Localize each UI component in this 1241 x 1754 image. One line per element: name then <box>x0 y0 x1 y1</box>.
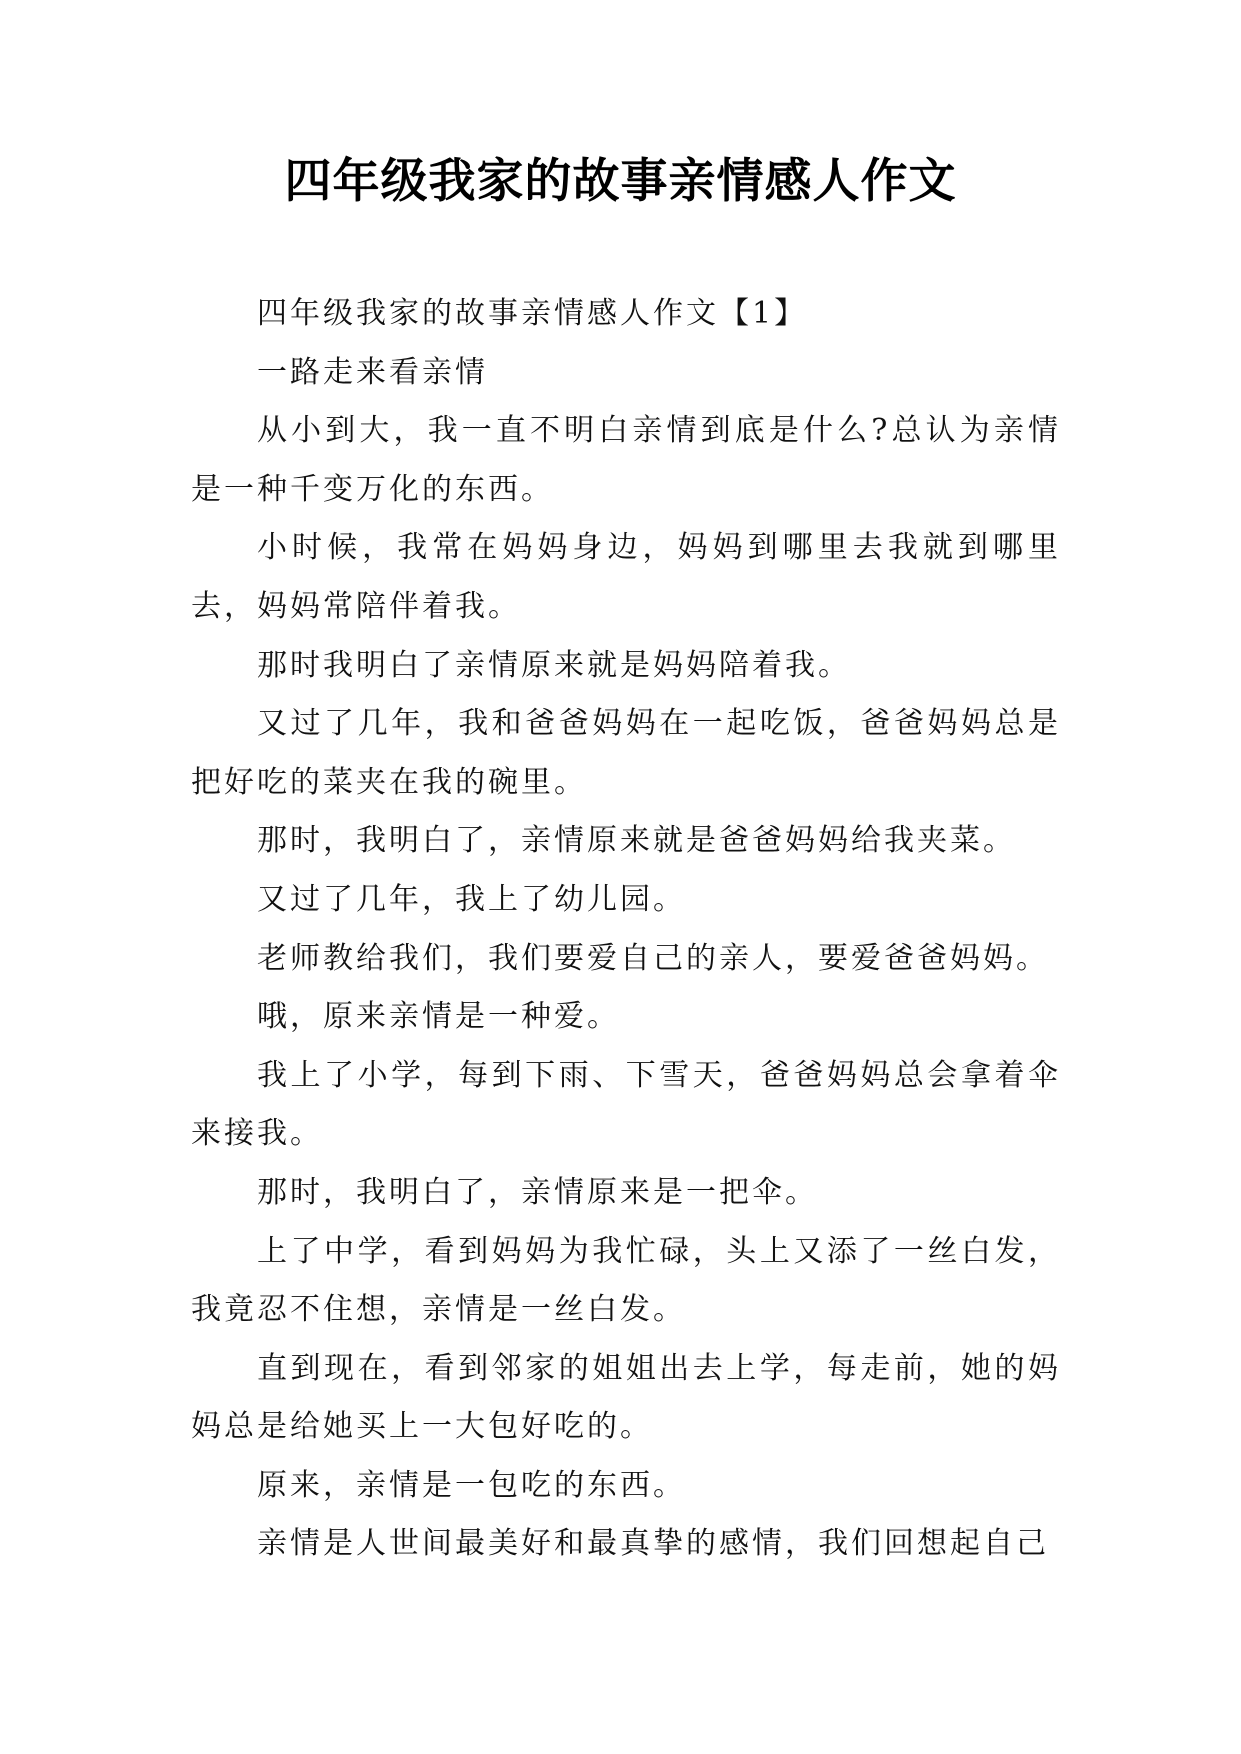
paragraph: 直到现在，看到邻家的姐姐出去上学，每走前，她的妈妈总是给她买上一大包好吃的。 <box>191 1350 1061 1445</box>
paragraph: 又过了几年，我上了幼儿园。 <box>257 881 686 917</box>
paragraph: 小时候，我常在妈妈身边，妈妈到哪里去我就到哪里去，妈妈常陪伴着我。 <box>191 530 1061 624</box>
paragraph: 那时，我明白了，亲情原来是一把伞。 <box>257 1174 818 1210</box>
paragraph: 亲情是人世间最美好和最真挚的感情，我们回想起自己 <box>257 1526 1049 1562</box>
paragraph: 我上了小学，每到下雨、下雪天，爸爸妈妈总会拿着伞来接我。 <box>191 1057 1061 1152</box>
document-body <box>191 285 1061 1574</box>
paragraph: 原来，亲情是一包吃的东西。 <box>257 1467 686 1503</box>
paragraph: 老师教给我们，我们要爱自己的亲人，要爱爸爸妈妈。 <box>257 940 1049 976</box>
paragraph: 那时我明白了亲情原来就是妈妈陪着我。 <box>257 647 851 683</box>
paragraph: 从小到大，我一直不明白亲情到底是什么?总认为亲情是一种千变万化的东西。 <box>191 413 1061 507</box>
paragraph: 上了中学，看到妈妈为我忙碌，头上又添了一丝白发，我竟忍不住想，亲情是一丝白发。 <box>191 1233 1061 1328</box>
document-title: 四年级我家的故事亲情感人作文 <box>284 154 957 209</box>
paragraph: 那时，我明白了，亲情原来就是爸爸妈妈给我夹菜。 <box>257 823 1016 859</box>
paragraph-section-heading: 四年级我家的故事亲情感人作文【1】 <box>257 296 808 331</box>
paragraph-subtitle: 一路走来看亲情 <box>257 354 488 390</box>
paragraph: 又过了几年，我和爸爸妈妈在一起吃饭，爸爸妈妈总是把好吃的菜夹在我的碗里。 <box>191 706 1061 800</box>
paragraph: 哦，原来亲情是一种爱。 <box>257 999 620 1035</box>
